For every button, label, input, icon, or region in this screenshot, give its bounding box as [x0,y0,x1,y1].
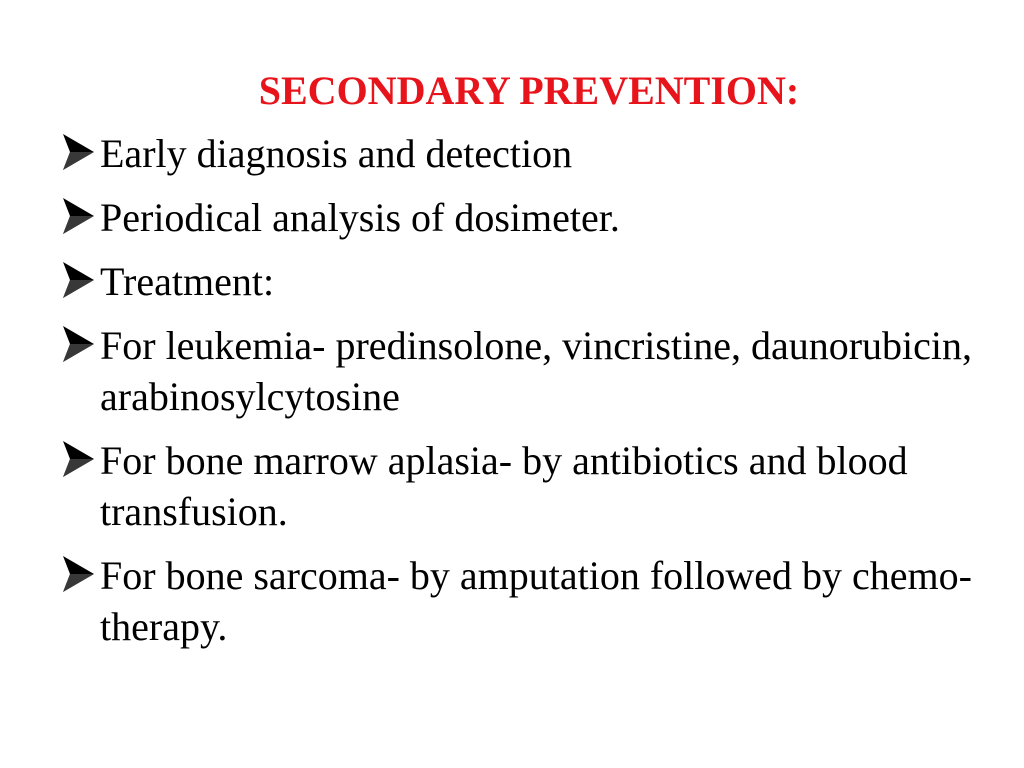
bullet-text: Early diagnosis and detection [100,131,573,176]
bullet-text: Treatment: [100,259,275,304]
bullet-text: For leukemia- predinsolone, vincristine, daunorubicin, arabinosylcytosine [100,323,973,419]
bullet-item-leukemia [60,320,1000,422]
arrow-right-bullet-icon [61,322,97,366]
bullet-text: For bone sarcoma- by amputation followed by chemo-therapy. [100,553,972,649]
bullet-text: For bone marrow aplasia- by antibiotics and blood transfusion. [100,438,908,534]
arrow-right-bullet-icon [61,552,97,596]
bullet-item-treatment [60,256,1000,307]
bullet-item-periodical-analysis [60,192,1000,243]
arrow-right-bullet-icon [61,194,97,238]
bullet-text: Periodical analysis of dosimeter. [100,195,620,240]
arrow-right-bullet-icon [61,258,97,302]
arrow-right-bullet-icon [61,130,97,174]
arrow-right-bullet-icon [61,437,97,481]
bullet-item-early-diagnosis [60,128,1000,179]
bullet-list [60,128,1000,665]
bullet-item-bone-sarcoma [60,550,1000,652]
slide-title: SECONDARY PREVENTION: [258,68,800,113]
bullet-item-bone-marrow-aplasia [60,435,1000,537]
